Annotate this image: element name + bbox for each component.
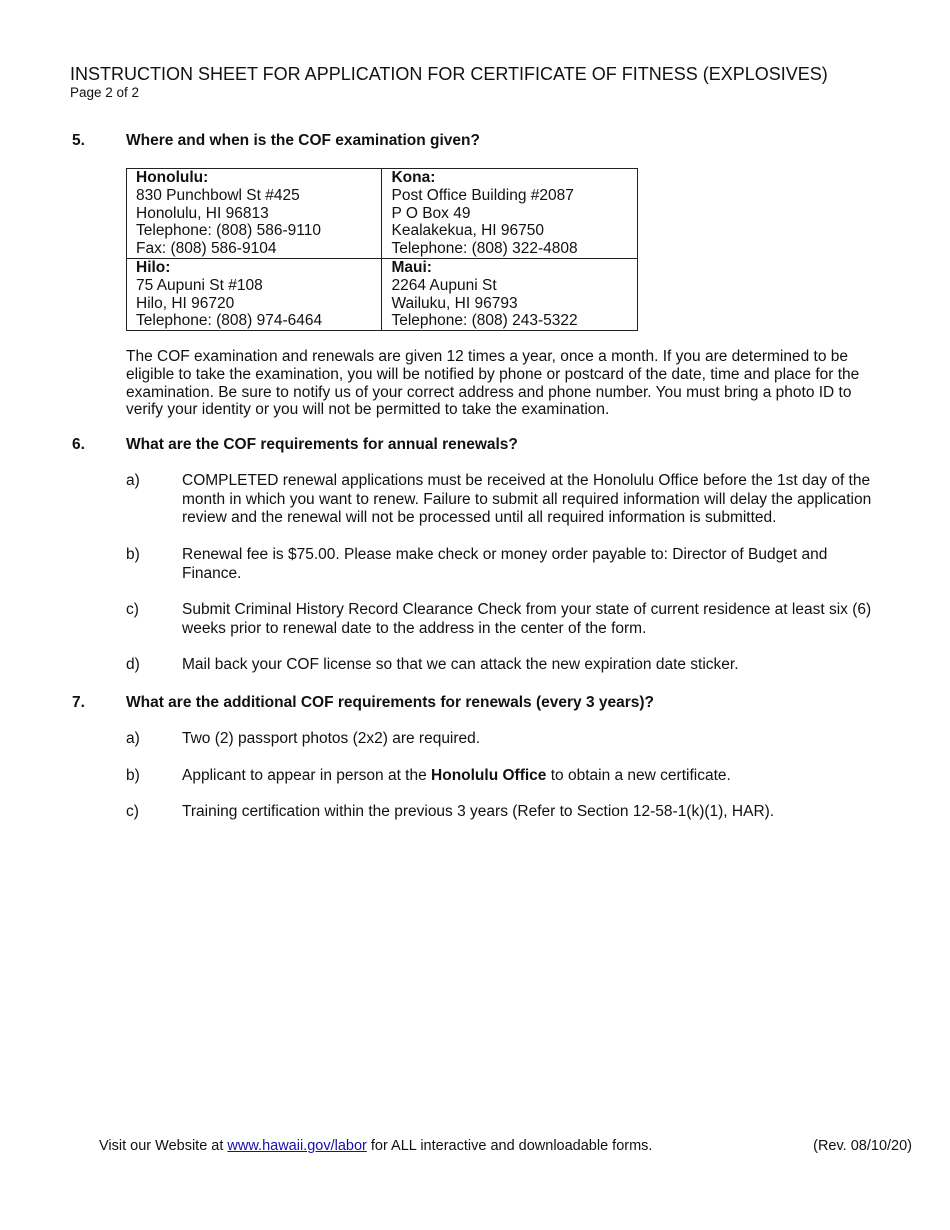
office-line: P O Box 49 — [391, 204, 471, 222]
honolulu-office-emphasis: Honolulu Office — [431, 767, 547, 784]
office-line: 75 Aupuni St #108 — [136, 276, 263, 294]
office-maui — [382, 258, 638, 330]
item-label: a) — [126, 472, 140, 489]
item-text: Two (2) passport photos (2x2) are required. — [182, 730, 481, 747]
footer-text-post: for ALL interactive and downloadable forms. — [366, 1138, 653, 1154]
office-name: Honolulu: — [136, 169, 209, 186]
section-5-question: Where and when is the COF examination given? — [126, 132, 480, 149]
section-7-number: 7. — [72, 694, 85, 711]
section-6-number: 6. — [72, 436, 85, 453]
item-label: c) — [126, 803, 139, 820]
section-6-question: What are the COF requirements for annual renewals? — [126, 436, 518, 453]
office-line: Telephone: (808) 974-6464 — [136, 312, 323, 330]
examination-info-paragraph: The COF examination and renewals are given 12 times a year, once a month. If you are determined to be eligible to take the examination, you will be notified by phone or postcard of the date, time and place for the examination. Be sure to notify us of your correct address and phone number. You must bring a photo ID to verify your identity or you will not be permitted to take the examination. — [126, 348, 860, 419]
office-name: Hilo: — [136, 258, 171, 276]
website-link[interactable]: www.hawaii.gov/labor — [227, 1138, 367, 1154]
revision-date: (Rev. 08/10/20) — [813, 1138, 912, 1154]
office-line: Telephone: (808) 243-5322 — [391, 312, 578, 330]
office-line: 2264 Aupuni St — [391, 276, 497, 294]
item-text-pre: Applicant to appear in person at the — [182, 767, 432, 784]
item-text: Submit Criminal History Record Clearance Check from your state of current residence at least six (6) weeks prior to renewal date to the address in the center of the form. — [182, 601, 872, 637]
item-label: b) — [126, 767, 140, 784]
item-text — [182, 767, 887, 786]
item-label: b) — [126, 546, 140, 563]
item-text-post: to obtain a new certificate. — [546, 767, 731, 784]
office-line: 830 Punchbowl St #425 — [136, 186, 300, 204]
item-text: Training certification within the previous 3 years (Refer to Section 12-58-1(k)(1), HAR). — [182, 803, 775, 820]
item-text: Renewal fee is $75.00. Please make check or money order payable to: Director of Budget and Finance. — [182, 546, 828, 582]
office-kona — [382, 169, 638, 259]
office-locations-table — [126, 168, 638, 331]
footer-text-pre: Visit our Website at — [99, 1138, 228, 1154]
office-line: Telephone: (808) 322-4808 — [391, 240, 578, 258]
office-line: Fax: (808) 586-9104 — [136, 240, 277, 258]
page-number: Page 2 of 2 — [70, 85, 140, 100]
item-label: a) — [126, 730, 140, 747]
office-honolulu — [127, 169, 382, 259]
office-line: Kealakekua, HI 96750 — [391, 222, 545, 240]
item-text: Mail back your COF license so that we can attack the new expiration date sticker. — [182, 656, 739, 673]
office-line: Telephone: (808) 586-9110 — [136, 222, 321, 240]
office-line: Post Office Building #2087 — [391, 186, 574, 204]
section-7-question: What are the additional COF requirements for renewals (every 3 years)? — [126, 694, 655, 711]
office-name: Maui: — [391, 258, 432, 276]
document-title: INSTRUCTION SHEET FOR APPLICATION FOR CERTIFICATE OF FITNESS (EXPLOSIVES) — [70, 64, 828, 84]
office-line: Honolulu, HI 96813 — [136, 204, 269, 222]
item-text: COMPLETED renewal applications must be received at the Honolulu Office before the 1st day of the month in which you want to renew. Failure to submit all required information will delay the application review and the renewal will not be processed until all required information is submitted. — [182, 472, 872, 526]
item-label: d) — [126, 656, 140, 673]
office-line: Hilo, HI 96720 — [136, 294, 235, 312]
office-hilo — [127, 258, 382, 330]
footer-website-note — [99, 1138, 652, 1154]
section-5-number: 5. — [72, 132, 85, 149]
item-label: c) — [126, 601, 139, 618]
office-line: Wailuku, HI 96793 — [391, 294, 518, 312]
office-name: Kona: — [391, 169, 436, 186]
